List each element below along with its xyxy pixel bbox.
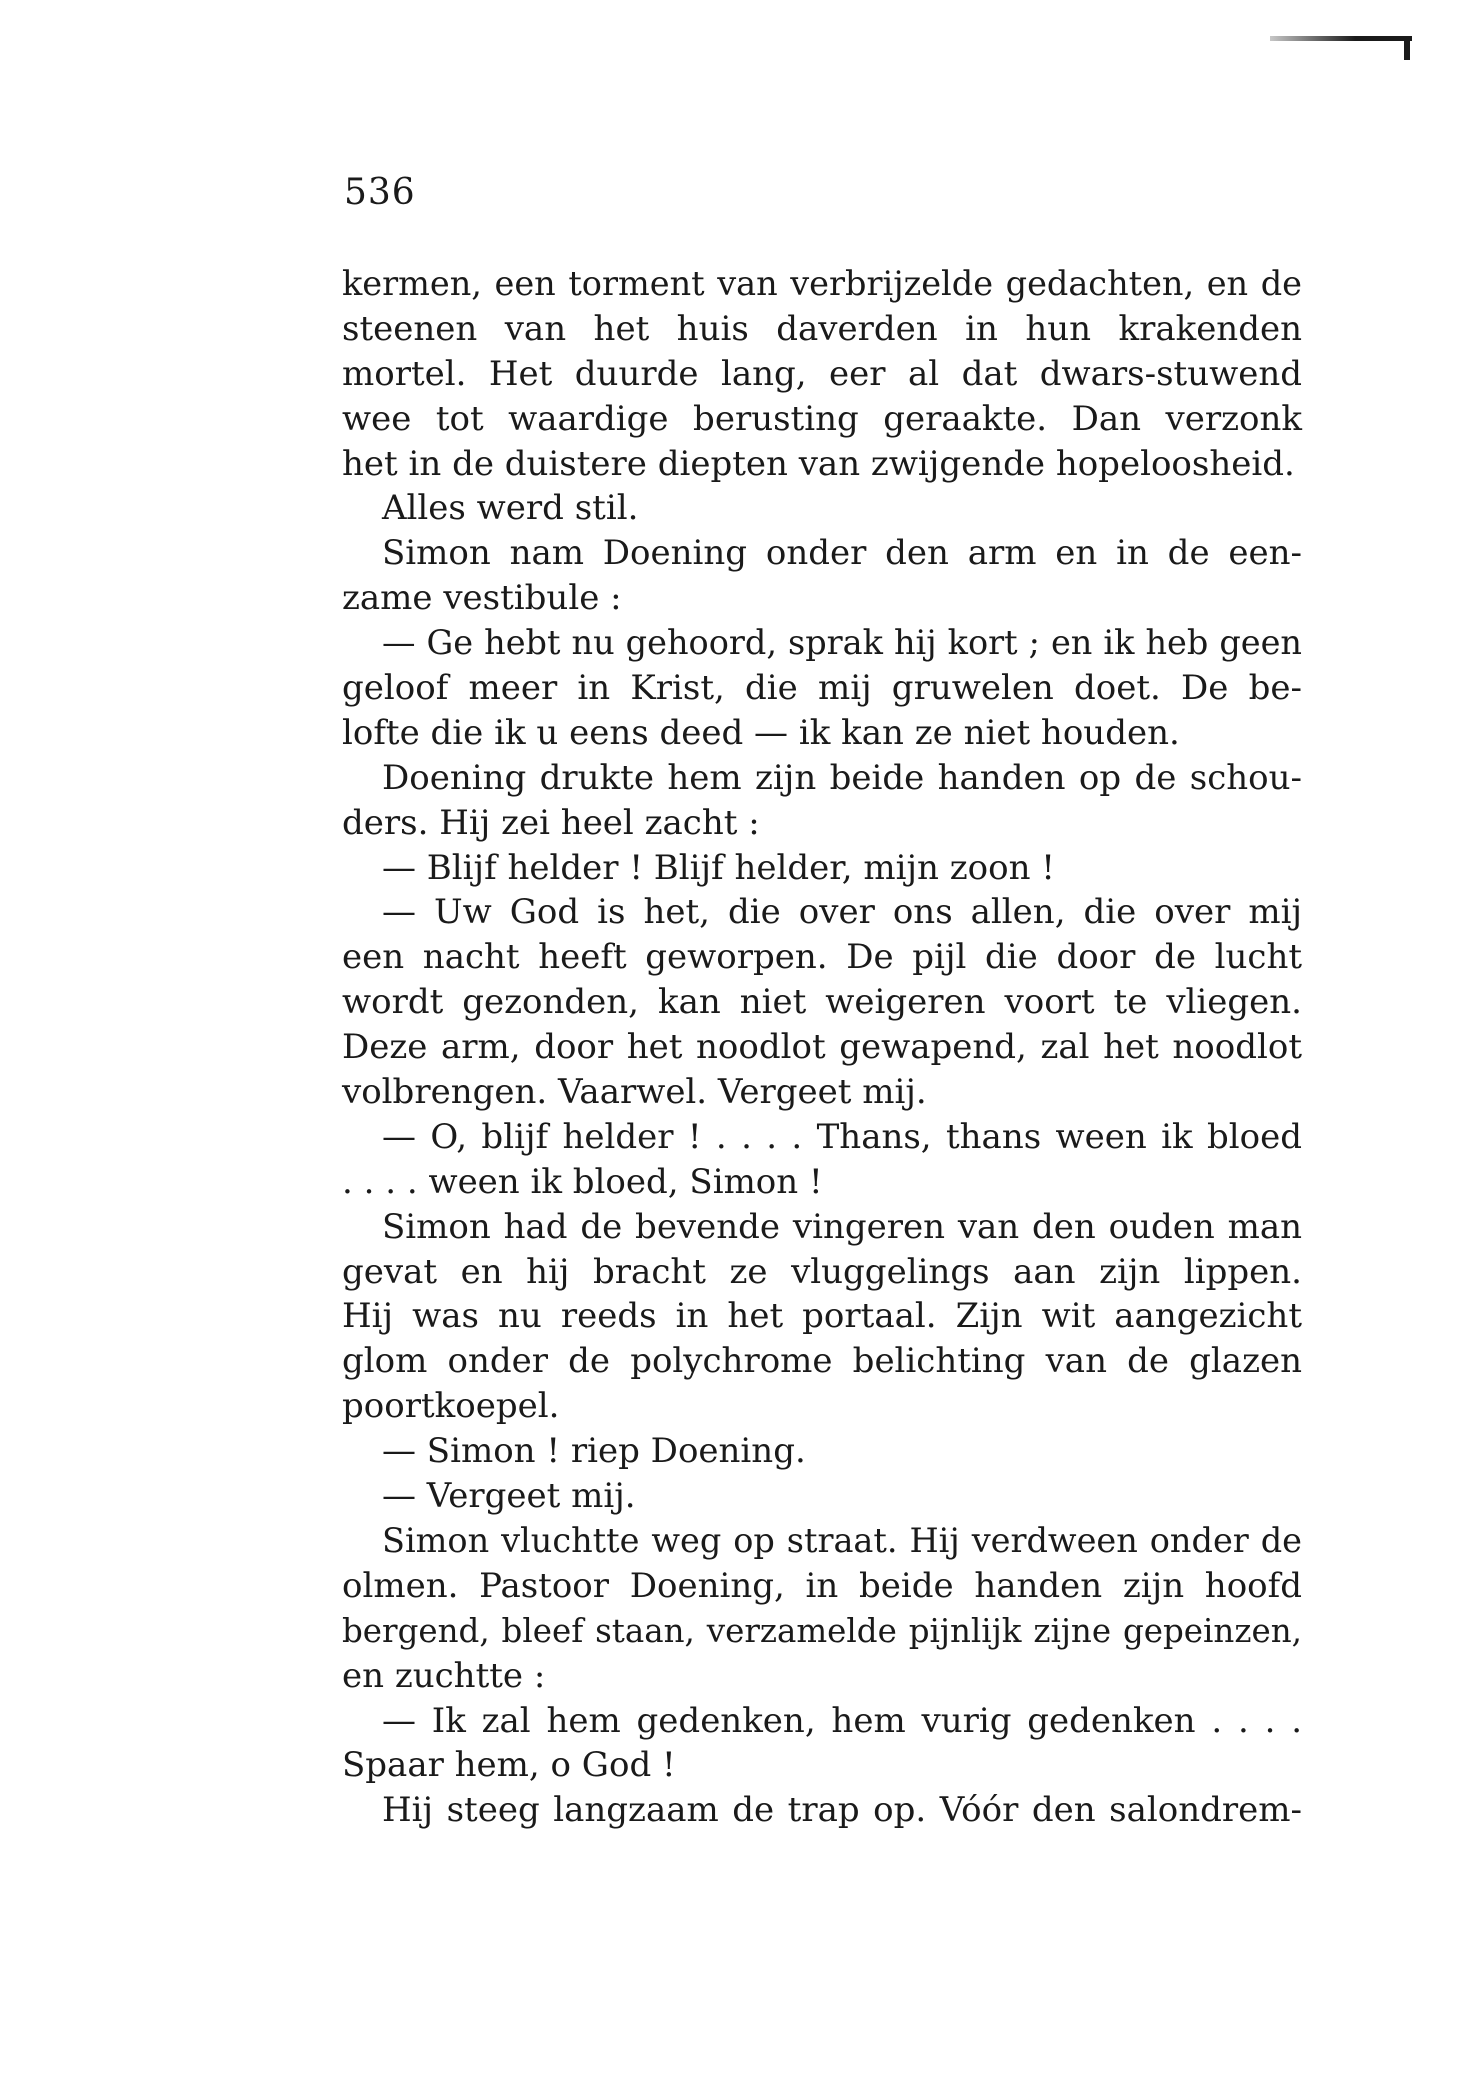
- text-line: mortel. Het duurde lang, eer al dat dwars-stuwend: [342, 353, 1302, 394]
- text-line: — O, blijf helder ! . . . . Thans, thans ween ik bloed: [382, 1116, 1302, 1157]
- page-number: 536: [344, 172, 416, 213]
- text-line: Deze arm, door het noodlot gewapend, zal het noodlot: [342, 1027, 1302, 1068]
- text-line: Simon had de bevende vingeren van den ouden man: [382, 1206, 1302, 1247]
- text-line: — Blijf helder ! Blijf helder, mijn zoon !: [382, 847, 1055, 888]
- text-line: — Vergeet mij.: [382, 1476, 636, 1517]
- text-line: poortkoepel.: [342, 1386, 560, 1427]
- text-line: volbrengen. Vaarwel. Vergeet mij.: [342, 1072, 927, 1113]
- text-line: Alles werd stil.: [382, 488, 639, 529]
- text-line: — Ik zal hem gedenken, hem vurig gedenken . . . .: [382, 1700, 1302, 1741]
- text-line: — Simon ! riep Doening.: [382, 1431, 806, 1472]
- body-text: [342, 262, 1302, 1833]
- text-line: lofte die ik u eens deed — ik kan ze niet houden.: [342, 712, 1180, 753]
- text-line: wordt gezonden, kan niet weigeren voort te vliegen.: [342, 982, 1302, 1023]
- text-line: ders. Hij zei heel zacht :: [342, 802, 760, 843]
- text-line: — Uw God is het, die over ons allen, die over mij: [382, 892, 1302, 933]
- text-line: Simon nam Doening onder den arm en in de een-: [382, 533, 1302, 574]
- text-line: zame vestibule :: [342, 578, 622, 619]
- scan-edge-mark: [1270, 36, 1412, 41]
- text-line: gevat en hij bracht ze vluggelings aan zijn lippen.: [342, 1251, 1302, 1292]
- text-line: bergend, bleef staan, verzamelde pijnlijk zijne gepeinzen,: [342, 1611, 1302, 1650]
- text-line: . . . . ween ik bloed, Simon !: [342, 1161, 823, 1202]
- text-line: olmen. Pastoor Doening, in beide handen zijn hoofd: [342, 1565, 1302, 1606]
- text-line: Doening drukte hem zijn beide handen op de schou-: [382, 757, 1302, 798]
- text-line: geloof meer in Krist, die mij gruwelen doet. De be-: [342, 668, 1302, 709]
- scan-edge-mark-tail: [1404, 38, 1410, 60]
- text-line: wee tot waardige berusting geraakte. Dan verzonk: [342, 398, 1302, 439]
- text-line: en zuchtte :: [342, 1655, 546, 1696]
- text-line: kermen, een torment van verbrijzelde gedachten, en de: [342, 264, 1302, 303]
- text-line: Simon vluchtte weg op straat. Hij verdween onder de: [382, 1520, 1302, 1560]
- text-line: Hij steeg langzaam de trap op. Vóór den salondrem-: [382, 1790, 1302, 1831]
- text-line: steenen van het huis daverden in hun krakenden: [342, 308, 1302, 349]
- text-line: het in de duistere diepten van zwijgende hopeloosheid.: [342, 443, 1295, 484]
- text-line: glom onder de polychrome belichting van de glazen: [342, 1341, 1302, 1382]
- text-line: — Ge hebt nu gehoord, sprak hij kort ; en ik heb geen: [382, 623, 1302, 663]
- text-line: Hij was nu reeds in het portaal. Zijn wit aangezicht: [342, 1296, 1302, 1337]
- text-line: een nacht heeft geworpen. De pijl die door de lucht: [342, 937, 1302, 978]
- text-line: Spaar hem, o God !: [342, 1745, 676, 1786]
